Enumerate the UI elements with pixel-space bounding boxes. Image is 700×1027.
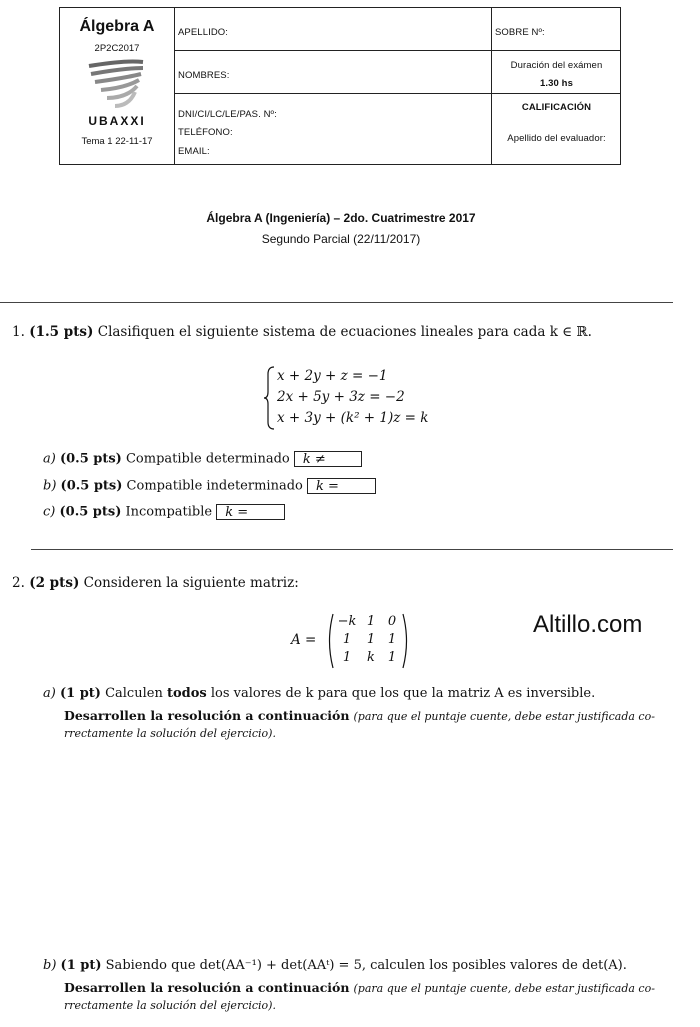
q1-item-a-points: (0.5 pts)	[59, 451, 122, 467]
q2a-text-post: los valores de k para que los que la matriz A es inversible.	[210, 686, 596, 701]
q1-item-a	[43, 451, 362, 467]
logo-text: UBAXXI	[88, 114, 146, 128]
matrix-cell: −k	[337, 614, 357, 629]
q1-answer-box-b[interactable]: k =	[307, 478, 376, 494]
q2a-note-2: rrectamente la solución del ejercicio).	[64, 727, 276, 740]
q1-item-a-text: Compatible determinado	[125, 451, 290, 467]
apellido-field[interactable]: APELLIDO:	[178, 27, 229, 38]
q2a-text-bold: todos	[166, 686, 207, 701]
exam-subtitle: Segundo Parcial (22/11/2017)	[261, 232, 421, 246]
q2-item-b	[43, 958, 627, 973]
duracion-label: Duración del exámen	[510, 60, 603, 71]
q1-text: Clasifiquen el siguiente sistema de ecuaciones lineales para cada k ∈ ℝ.	[97, 324, 592, 340]
q2b-note-2: rrectamente la solución del ejercicio).	[64, 999, 276, 1012]
q1-item-c-text: Incompatible	[125, 504, 213, 520]
q2-number: 2.	[12, 575, 25, 591]
ubaxxi-logo-icon	[85, 58, 147, 114]
q2a-note-1: (para que el puntaje cuente, debe estar justificada co-	[353, 710, 655, 723]
q1-item-c	[43, 504, 285, 520]
dni-field[interactable]: DNI/CI/LC/LE/PAS. Nº:	[178, 109, 277, 120]
nombres-field[interactable]: NOMBRES:	[178, 70, 230, 81]
telefono-field[interactable]: TELÉFONO:	[178, 127, 233, 138]
q1-item-b-points: (0.5 pts)	[60, 478, 123, 494]
q1-item-b-text: Compatible indeterminado	[126, 478, 303, 494]
brace-icon	[264, 366, 276, 430]
q1-item-c-points: (0.5 pts)	[59, 504, 122, 520]
q2b-label: b)	[43, 958, 57, 973]
course-code: 2P2C2017	[94, 43, 140, 54]
q2-points: (2 pts)	[29, 575, 80, 591]
matrix-cell: 1	[366, 614, 376, 629]
divider	[0, 302, 673, 303]
q2-item-a	[43, 686, 595, 701]
matrix-cell: 1	[342, 650, 352, 665]
email-field[interactable]: EMAIL:	[178, 146, 210, 157]
q1-item-b-label: b)	[43, 478, 57, 494]
q2b-note-1: (para que el puntaje cuente, debe estar justificada co-	[353, 982, 655, 995]
q1-item-b	[43, 478, 376, 494]
q2b-text: Sabiendo que det(AA⁻¹) + det(AAᵗ) = 5, calculen los posibles valores de det(A).	[105, 958, 627, 973]
q2b-points: (1 pt)	[60, 958, 102, 973]
matrix-cell: 1	[366, 632, 376, 647]
q1-answer-box-c[interactable]: k =	[216, 504, 285, 520]
matrix-cell: 0	[387, 614, 397, 629]
exam-title: Álgebra A (Ingeniería) – 2do. Cuatrimestre 2017	[206, 211, 476, 225]
matrix-cell: 1	[387, 650, 397, 665]
watermark: Altillo.com	[533, 611, 643, 638]
matrix-cell: 1	[387, 632, 397, 647]
q1-points: (1.5 pts)	[29, 324, 94, 340]
q2b-instructions	[64, 980, 655, 995]
q2-statement	[12, 575, 299, 591]
q1-statement	[12, 324, 592, 340]
q2a-text-pre: Calculen	[105, 686, 163, 701]
matrix-cell: 1	[342, 632, 352, 647]
matrix-label: A =	[291, 632, 317, 648]
matrix-A	[334, 613, 402, 667]
tema-label: Tema 1 22-11-17	[81, 136, 153, 147]
q1-number: 1.	[12, 324, 25, 340]
duracion-value: 1.30 hs	[540, 78, 573, 89]
sobre-field[interactable]: SOBRE Nº:	[495, 27, 545, 38]
header-table	[59, 7, 621, 165]
evaluador-field[interactable]: Apellido del evaluador:	[507, 133, 606, 144]
q2a-instructions	[64, 708, 655, 723]
q1-item-c-label: c)	[43, 504, 56, 520]
calificacion-label: CALIFICACIÓN	[521, 102, 592, 113]
q2a-points: (1 pt)	[59, 686, 101, 701]
matrix-cell: k	[367, 650, 375, 665]
q1-item-a-label: a)	[43, 451, 56, 467]
q2a-instr: Desarrollen la resolución a continuación	[64, 708, 350, 723]
divider	[31, 549, 673, 550]
q2a-label: a)	[43, 686, 56, 701]
q2-text: Consideren la siguiente matriz:	[83, 575, 299, 591]
q1-equation-2: 2x + 5y + 3z = −2	[277, 389, 405, 405]
course-name: Álgebra A	[79, 18, 155, 35]
q1-equation-3: x + 3y + (k² + 1)z = k	[277, 410, 429, 426]
q1-answer-box-a[interactable]: k ≠	[294, 451, 362, 467]
q2b-instr: Desarrollen la resolución a continuación	[64, 980, 350, 995]
q1-equation-1: x + 2y + z = −1	[277, 368, 388, 384]
